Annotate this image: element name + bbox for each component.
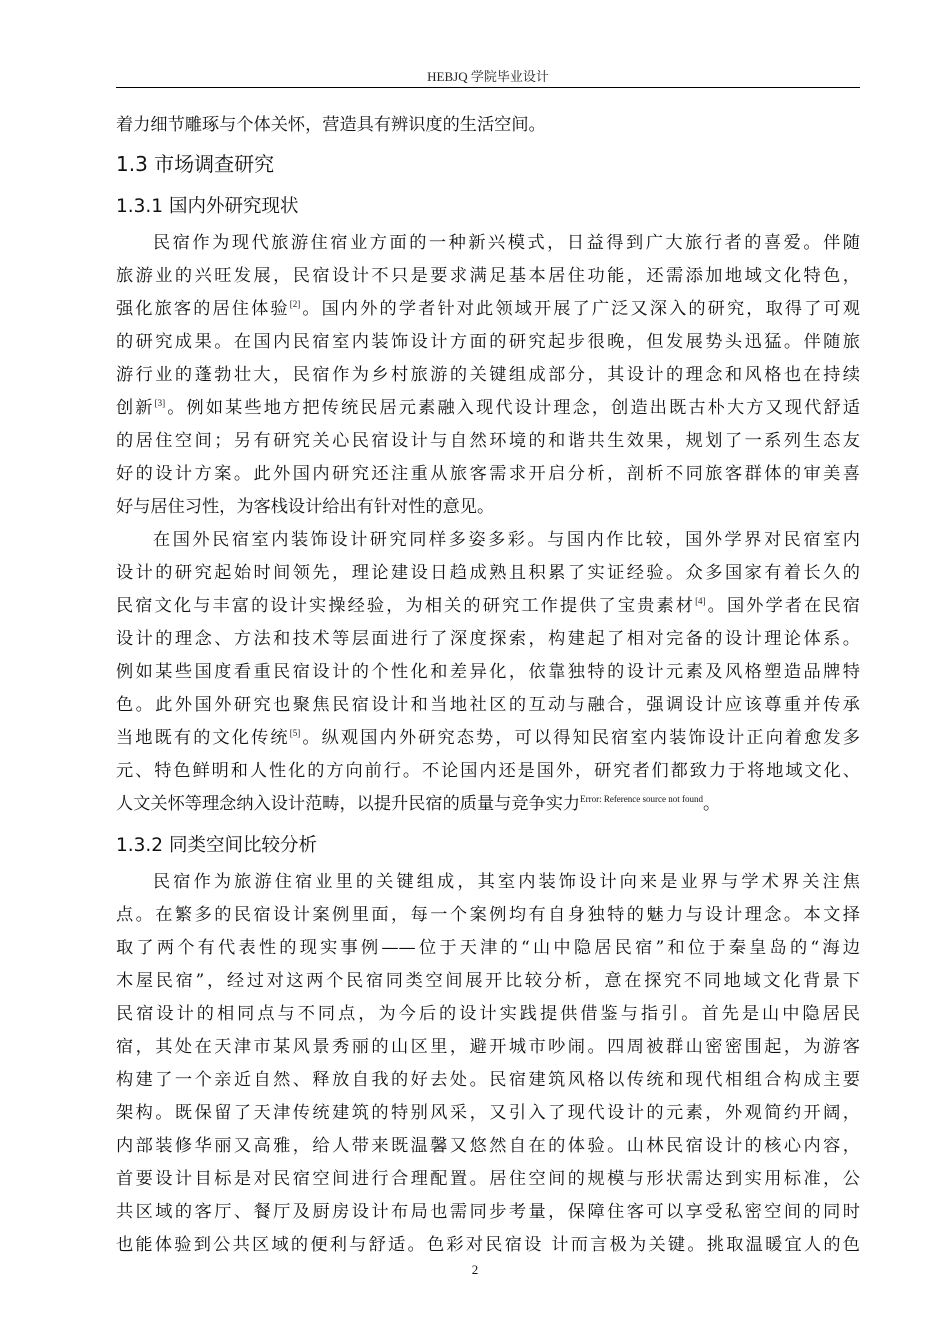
section-heading-1-3-2: 1.3.2 同类空间比较分析 xyxy=(116,835,317,856)
text-line xyxy=(116,1168,860,1190)
text-segment: 取了两个有代表性的现实事例——位于天津的“山中隐居民宿”和位于秦皇岛的“海边 xyxy=(116,938,860,958)
text-line xyxy=(116,265,860,287)
text-segment: 木屋民宿”，经过对这两个民宿同类空间展开比较分析，意在探究不同地域文化背景下 xyxy=(116,971,860,991)
text-line xyxy=(153,232,860,254)
text-segment: 着力细节雕琢与个体关怀，营造具有辨识度的生活空间。 xyxy=(116,115,546,135)
text-segment: 例如某些国度看重民宿设计的个性化和差异化，依靠独特的设计元素及风格塑造品牌特 xyxy=(116,662,860,682)
text-line xyxy=(116,661,860,683)
text-segment: 内部装修华丽又高雅，给人带来既温馨又悠然自在的体验。山林民宿设计的核心内容， xyxy=(116,1136,860,1156)
citation-reference: Error: Reference source not found xyxy=(580,794,704,804)
text-line xyxy=(116,1201,860,1223)
section-heading-1-3-1: 1.3.1 国内外研究现状 xyxy=(116,196,299,217)
page-header: HEBJQ 学院毕业设计 xyxy=(427,69,549,84)
text-line xyxy=(116,595,860,617)
citation-reference: [4] xyxy=(695,596,706,606)
text-segment: 民宿作为旅游住宿业里的关键组成，其室内装饰设计向来是业界与学术界关注焦 xyxy=(153,872,860,892)
citation-reference: [5] xyxy=(289,728,301,738)
section-heading-1-3: 1.3 市场调查研究 xyxy=(116,152,275,176)
text-line xyxy=(116,114,860,136)
page-number: 2 xyxy=(471,1262,479,1277)
text-line xyxy=(116,904,860,926)
text-segment: 游行业的蓬勃壮大，民宿作为乡村旅游的关键组成部分，其设计的理念和风格也在持续 xyxy=(116,365,860,385)
text-segment: 当地既有的文化传统 xyxy=(116,728,290,748)
text-segment: 架构。既保留了天津传统建筑的特别风采，又引入了现代设计的元素，外观简约开阔， xyxy=(116,1103,860,1123)
text-line xyxy=(116,496,860,518)
text-segment: 设计的理念、方法和技术等层面进行了深度探索，构建起了相对完备的设计理论体系。 xyxy=(116,629,860,649)
text-segment: 好的设计方案。此外国内研究还注重从旅客需求开启分析，剖析不同旅客群体的审美喜 xyxy=(116,464,860,484)
text-segment: 旅游业的兴旺发展，民宿设计不只是要求满足基本居住功能，还需添加地域文化特色， xyxy=(116,266,860,286)
text-segment: 元、特色鲜明和人性化的方向前行。不论国内还是国外，研究者们都致力于将地域文化、 xyxy=(116,761,860,781)
text-segment: 首要设计目标是对民宿空间进行合理配置。居住空间的规模与形状需达到实用标准，公 xyxy=(116,1169,860,1189)
text-segment: 创新 xyxy=(116,398,155,418)
text-segment: 。国外学者在民宿 xyxy=(705,596,860,616)
text-segment: 。 xyxy=(703,794,721,814)
citation-reference: [3] xyxy=(154,398,166,408)
text-segment: 也能体验到公共区域的便利与舒适。色彩对民宿设 计而言极为关键。挑取温暖宜人的色 xyxy=(116,1235,860,1255)
text-line xyxy=(116,694,860,716)
text-line xyxy=(116,937,860,959)
text-segment: 宿，其处在天津市某风景秀丽的山区里，避开城市吵闹。四周被群山密密围起，为游客 xyxy=(116,1037,860,1057)
text-segment: 好与居住习性，为客栈设计给出有针对性的意见。 xyxy=(116,497,495,517)
text-line xyxy=(116,970,860,992)
text-line xyxy=(116,331,860,353)
text-segment: 点。在繁多的民宿设计案例里面，每一个案例均有自身独特的魅力与设计理念。本文择 xyxy=(116,905,860,925)
text-line xyxy=(116,397,860,419)
text-line xyxy=(116,562,860,584)
text-line xyxy=(116,298,860,320)
text-line xyxy=(153,529,860,551)
text-segment: 人文关怀等理念纳入设计范畴，以提升民宿的质量与竞争实力 xyxy=(116,794,581,814)
text-line xyxy=(153,871,860,893)
text-segment: 。纵观国内外研究态势，可以得知民宿室内装饰设计正向着愈发多 xyxy=(300,728,860,748)
text-line xyxy=(116,1069,860,1091)
text-line xyxy=(116,1102,860,1124)
text-segment: 色。此外国外研究也聚焦民宿设计和当地社区的互动与融合，强调设计应该尊重并传承 xyxy=(116,695,860,715)
text-segment: 构建了一个亲近自然、释放自我的好去处。民宿建筑风格以传统和现代相组合构成主要 xyxy=(116,1070,860,1090)
text-line xyxy=(116,628,860,650)
text-segment: 民宿文化与丰富的设计实操经验，为相关的研究工作提供了宝贵素材 xyxy=(116,596,696,616)
header-rule xyxy=(116,87,860,88)
text-segment: 的居住空间；另有研究关心民宿设计与自然环境的和谐共生效果，规划了一系列生态友 xyxy=(116,431,860,451)
text-segment: 强化旅客的居住体验 xyxy=(116,299,290,319)
text-segment: 。例如某些地方把传统民居元素融入现代设计理念，创造出既古朴大方又现代舒适 xyxy=(165,398,860,418)
text-segment: 在国外民宿室内装饰设计研究同样多姿多彩。与国内作比较，国外学界对民宿室内 xyxy=(153,530,860,550)
text-segment: 设计的研究起始时间领先，理论建设日趋成熟且积累了实证经验。众多国家有着长久的 xyxy=(116,563,860,583)
text-line xyxy=(116,463,860,485)
text-segment: 共区域的客厅、餐厅及厨房设计布局也需同步考量，保障住客可以享受私密空间的同时 xyxy=(116,1202,860,1222)
text-segment: 的研究成果。在国内民宿室内装饰设计方面的研究起步很晚，但发展势头迅猛。伴随旅 xyxy=(116,332,860,352)
text-segment: 。国内外的学者针对此领域开展了广泛又深入的研究，取得了可观 xyxy=(300,299,860,319)
text-line xyxy=(116,727,860,749)
citation-reference: [2] xyxy=(289,299,301,309)
text-line xyxy=(116,760,860,782)
text-line xyxy=(116,1036,860,1058)
text-line xyxy=(116,1003,860,1025)
text-segment: 民宿设计的相同点与不同点，为今后的设计实践提供借鉴与指引。首先是山中隐居民 xyxy=(116,1004,860,1024)
text-segment: 民宿作为现代旅游住宿业方面的一种新兴模式，日益得到广大旅行者的喜爱。伴随 xyxy=(153,233,860,253)
text-line xyxy=(116,793,860,815)
text-line xyxy=(116,1234,860,1256)
text-line xyxy=(116,430,860,452)
text-line xyxy=(116,1135,860,1157)
text-line xyxy=(116,364,860,386)
